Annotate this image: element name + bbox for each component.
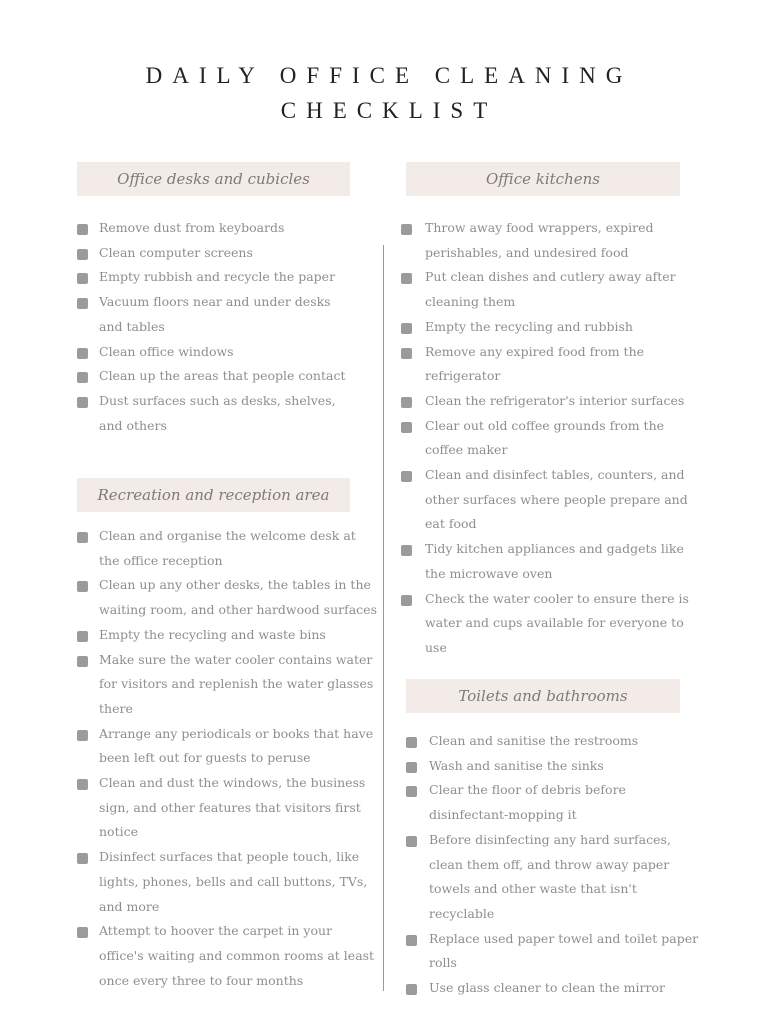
checklist-item [77, 845, 377, 919]
checklist-item [401, 463, 691, 537]
checkbox-icon[interactable] [77, 656, 88, 667]
checklist-item-text: Wash and sanitise the sinks [429, 757, 604, 773]
checkbox-icon[interactable] [406, 762, 417, 773]
checklist-item-text: Dust surfaces such as desks, shelves, and others [99, 392, 336, 433]
checklist-item-text: Clear out old coffee grounds from the coffee maker [425, 417, 665, 458]
checkbox-icon[interactable] [401, 422, 412, 433]
checklist-item-text: Empty rubbish and recycle the paper [99, 269, 336, 285]
checkbox-icon[interactable] [401, 323, 412, 334]
page-title [0, 58, 768, 128]
checkbox-icon[interactable] [401, 224, 412, 235]
checklist-item-text: Clean and organise the welcome desk at the office reception [99, 528, 356, 568]
checklist-item-text: Before disinfecting any hard surfaces, clean them off, and throw away paper towels and other waste that isn't recyclable [429, 831, 671, 921]
checklist-item [77, 364, 347, 389]
checkbox-icon[interactable] [77, 532, 88, 543]
checklist-item [77, 648, 377, 722]
checklist-item [401, 315, 691, 340]
checklist-item-text: Clean the refrigerator's interior surfaces [425, 392, 685, 408]
checklist-item [401, 389, 691, 414]
checklist-item-text: Use glass cleaner to clean the mirror [429, 980, 665, 996]
column-divider [383, 245, 384, 991]
checklist-item [406, 754, 706, 779]
checklist-item [406, 828, 706, 927]
checklist-item-text: Clear the floor of debris before disinfectant-mopping it [429, 782, 626, 823]
title-line-2: CHECKLIST [280, 98, 498, 123]
checklist-item-text: Empty the recycling and waste bins [99, 626, 326, 642]
checklist-item-text: Arrange any periodicals or books that have been left out for guests to peruse [99, 725, 374, 766]
checkbox-icon[interactable] [77, 730, 88, 741]
section-heading-recreation: Recreation and reception area [77, 478, 350, 512]
checkbox-icon[interactable] [406, 935, 417, 946]
checkbox-icon[interactable] [406, 984, 417, 995]
checklist-item-text: Empty the recycling and rubbish [425, 318, 633, 334]
checkbox-icon[interactable] [401, 471, 412, 482]
checklist-item [77, 290, 347, 339]
checklist-item-text: Put clean dishes and cutlery away after cleaning them [425, 269, 676, 310]
checkbox-icon[interactable] [77, 927, 88, 938]
checkbox-icon[interactable] [77, 397, 88, 408]
checkbox-icon[interactable] [77, 853, 88, 864]
checklist-item-text: Vacuum floors near and under desks and tables [99, 294, 331, 334]
checklist-item-text: Clean and disinfect tables, counters, and other surfaces where people prepare and eat food [425, 467, 688, 532]
checkbox-icon[interactable] [77, 631, 88, 642]
checklist-item [406, 927, 706, 976]
checklist-kitchens [401, 216, 691, 661]
title-line-1: DAILY OFFICE CLEANING [145, 63, 633, 88]
checkbox-icon[interactable] [406, 786, 417, 797]
checklist-item-text: Disinfect surfaces that people touch, like lights, phones, bells and call buttons, TVs, and more [99, 849, 368, 914]
checklist-item [77, 389, 347, 438]
checklist-item [77, 524, 377, 573]
checklist-item [406, 778, 706, 827]
checklist-item-text: Attempt to hoover the carpet in your office's waiting and common rooms at least once every three to four months [99, 923, 375, 988]
checkbox-icon[interactable] [77, 581, 88, 592]
checklist-item [401, 216, 691, 265]
checklist-item [77, 722, 377, 771]
checkbox-icon[interactable] [401, 348, 412, 359]
checklist-item-text: Check the water cooler to ensure there is water and cups available for everyone to use [425, 590, 689, 655]
checklist-item [406, 729, 706, 754]
checkbox-icon[interactable] [77, 348, 88, 359]
checklist-item-text: Replace used paper towel and toilet paper rolls [429, 930, 699, 971]
checklist-item-text: Clean and dust the windows, the business sign, and other features that visitors first notice [99, 775, 366, 840]
checklist-item [401, 537, 691, 586]
checkbox-icon[interactable] [406, 737, 417, 748]
checkbox-icon[interactable] [77, 298, 88, 309]
checkbox-icon[interactable] [77, 249, 88, 260]
checkbox-icon[interactable] [401, 397, 412, 408]
checklist-item [77, 265, 347, 290]
section-heading-desks: Office desks and cubicles [77, 162, 350, 196]
checklist-desks [77, 216, 347, 438]
checklist-item [77, 919, 377, 993]
checkbox-icon[interactable] [77, 779, 88, 790]
checklist-item [406, 976, 706, 1001]
checklist-item [401, 340, 691, 389]
checklist-item [77, 573, 377, 622]
checklist-recreation [77, 524, 377, 993]
checklist-item-text: Clean up any other desks, the tables in the waiting room, and other hardwood surfaces [99, 577, 377, 618]
checklist-item-text: Clean office windows [99, 343, 234, 359]
checkbox-icon[interactable] [401, 545, 412, 556]
checklist-item-text: Clean computer screens [99, 244, 253, 260]
checklist-item-text: Remove any expired food from the refrigerator [425, 343, 645, 384]
checklist-item-text: Make sure the water cooler contains water for visitors and replenish the water glasses there [99, 651, 374, 716]
checklist-item [401, 265, 691, 314]
checkbox-icon[interactable] [77, 372, 88, 383]
checkbox-icon[interactable] [77, 273, 88, 284]
checklist-item [77, 771, 377, 845]
checklist-item-text: Remove dust from keyboards [99, 220, 285, 235]
checklist-item [77, 216, 347, 241]
checklist-item [401, 587, 691, 661]
checklist-item [77, 340, 347, 365]
section-heading-toilets: Toilets and bathrooms [406, 679, 680, 713]
checklist-item [77, 623, 377, 648]
checklist-item-text: Clean and sanitise the restrooms [429, 733, 639, 748]
checklist-item [401, 414, 691, 463]
checklist-item-text: Tidy kitchen appliances and gadgets like the microwave oven [425, 541, 684, 581]
checkbox-icon[interactable] [401, 273, 412, 284]
checklist-item-text: Clean up the areas that people contact [99, 368, 346, 384]
checklist-toilets [406, 729, 706, 1001]
checkbox-icon[interactable] [401, 595, 412, 606]
checklist-item-text: Throw away food wrappers, expired perishables, and undesired food [425, 220, 654, 260]
checkbox-icon[interactable] [406, 836, 417, 847]
section-heading-kitchens: Office kitchens [406, 162, 680, 196]
checklist-item [77, 241, 347, 266]
checkbox-icon[interactable] [77, 224, 88, 235]
